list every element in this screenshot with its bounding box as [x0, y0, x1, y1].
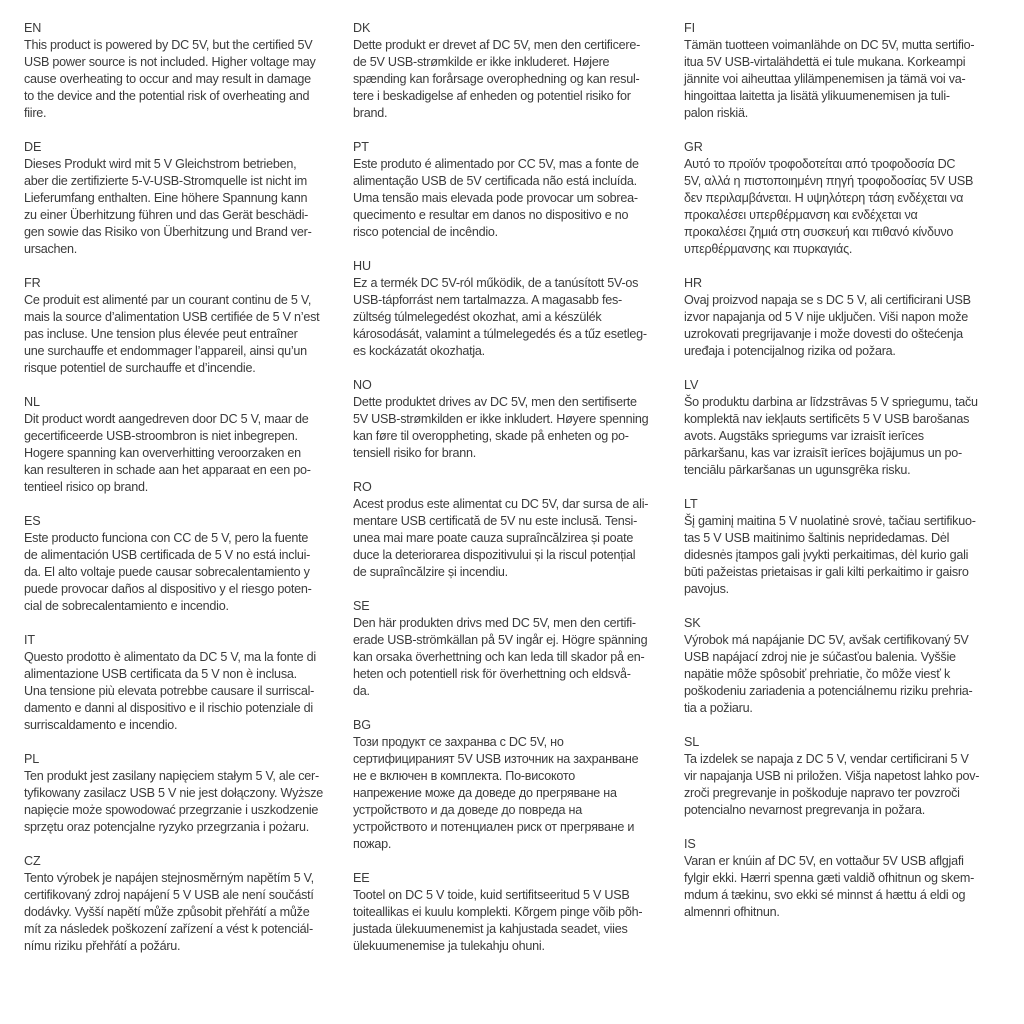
language-code-label: PL [24, 752, 40, 766]
language-code-label: FI [684, 21, 695, 35]
language-code-label: SL [684, 735, 700, 749]
language-code-label: CZ [24, 854, 41, 868]
paragraph-line: quecimento e resultar em danos no dispositivo e no [353, 208, 629, 222]
paragraph-line: gecertificeerde USB-stroombron is niet inbegrepen. [24, 429, 298, 443]
paragraph-line: napätie môže spôsobiť prehriatie, čo môže viesť k [684, 667, 950, 681]
section-HU [353, 258, 673, 360]
paragraph-line: δεν περιλαμβάνεται. Η υψηλότερη τάση ενδέχεται να [684, 191, 964, 205]
paragraph-line: пожар. [353, 837, 392, 851]
paragraph-line: Αυτό το προϊόν τροφοδοτείται από τροφοδοσία DC [684, 157, 956, 171]
section-DK [353, 20, 673, 122]
paragraph-line: heten och potentiell risk för överhettning och eldsvå- [353, 667, 631, 681]
language-code-label: LT [684, 497, 698, 511]
paragraph-line: aber die zertifizierte 5-V-USB-Stromquelle ist nicht im [24, 174, 308, 188]
paragraph-line: Ta izdelek se napaja z DC 5 V, vendar certificirani 5 V [684, 752, 969, 766]
language-code-label: NO [353, 378, 372, 392]
section-FI [684, 20, 1014, 122]
language-code-label: SE [353, 599, 370, 613]
paragraph-line: Varan er knúin af DC 5V, en vottaður 5V USB aflgjafi [684, 854, 964, 868]
paragraph-line: προκαλέσει υπερθέρμανση και ενδέχεται να [684, 208, 918, 222]
paragraph-line: fiire. [24, 106, 47, 120]
paragraph-line: pavojus. [684, 582, 729, 596]
paragraph-line: mais la source d’alimentation USB certifiée de 5 V n’est [24, 310, 320, 324]
language-code-label: LV [684, 378, 699, 392]
paragraph-line: uređaja i potencijalnog rizika od požara. [684, 344, 896, 358]
language-code-label: SK [684, 616, 701, 630]
paragraph-line: Dette produktet drives av DC 5V, men den sertifiserte [353, 395, 637, 409]
paragraph-line: mentare USB certificată de 5V nu este inclusă. Tensi- [353, 514, 638, 528]
paragraph-line: de alimentación USB certificada de 5 V no está inclui- [24, 548, 311, 562]
language-code-label: EN [24, 21, 42, 35]
language-code-label: GR [684, 140, 703, 154]
paragraph-line: damento e danni al dispositivo e il rischio potenziale di [24, 701, 313, 715]
paragraph-line: Este produto é alimentado por CC 5V, mas a fonte de [353, 157, 639, 171]
paragraph-line: es kockázatát okozhatja. [353, 344, 485, 358]
paragraph-line: устройството и да доведе до повреда на [353, 803, 583, 817]
paragraph-line: Tämän tuotteen voimanlähde on DC 5V, mutta sertifio- [684, 38, 975, 52]
paragraph-line: didesnės įtampos gali įvykti perkaitimas, dėl kurio gali [684, 548, 969, 562]
language-code-label: IT [24, 633, 35, 647]
paragraph-line: tyfikowany zasilacz USB 5 V nie jest dołączony. Wyższe [24, 786, 324, 800]
paragraph-line: jännite voi aiheuttaa ylilämpenemisen ja tämä voi va- [684, 72, 966, 86]
paragraph-line: dodávky. Vyšší napětí může způsobit přehřátí a může [24, 905, 310, 919]
language-code-label: EE [353, 871, 370, 885]
paragraph-line: justada ülekuumenemist ja kahjustada seadet, viies [353, 922, 628, 936]
paragraph-line: Uma tensão mais elevada pode provocar um sobrea- [353, 191, 638, 205]
paragraph-line: Ten produkt jest zasilany napięciem stałym 5 V, ale cer- [24, 769, 319, 783]
paragraph-line: Šo produktu darbina ar līdzstrāvas 5 V spriegumu, taču [684, 395, 978, 409]
paragraph-line: kan føre til overoppheting, skade på enheten og po- [353, 429, 629, 443]
paragraph-line: gen sowie das Risiko von Überhitzung und Brand ver- [24, 225, 312, 239]
section-HR [684, 275, 1014, 360]
paragraph-line: poškodeniu zariadenia a potenciálnemu riziku prehria- [684, 684, 973, 698]
paragraph-line: Tootel on DC 5 V toide, kuid sertifitseeritud 5 V USB [353, 888, 630, 902]
section-GR [684, 139, 1014, 258]
paragraph-line: unea mai mare poate cauza supraîncălzirea și poate [353, 531, 634, 545]
paragraph-line: surriscaldamento e incendio. [24, 718, 178, 732]
section-IT [24, 632, 342, 734]
paragraph-line: Ovaj proizvod napaja se s DC 5 V, ali certificirani USB [684, 293, 971, 307]
paragraph-line: mít za následek poškození zařízení a vést k potenciál- [24, 922, 313, 936]
paragraph-line: potencialno nevarnost pregrevanja in požara. [684, 803, 926, 817]
section-NL [24, 394, 342, 496]
paragraph-line: Dit product wordt aangedreven door DC 5 V, maar de [24, 412, 309, 426]
paragraph-line: almennri ofhitnun. [684, 905, 780, 919]
paragraph-line: Dieses Produkt wird mit 5 V Gleichstrom betrieben, [24, 157, 297, 171]
paragraph-line: tere i beskadigelse af enheden og potentiel risiko for [353, 89, 631, 103]
section-LT [684, 496, 1014, 598]
paragraph-line: károsodását, valamint a túlmelegedés és a tűz esetleg- [353, 327, 647, 341]
paragraph-line: zültség túlmelegedést okozhat, ami a készülék [353, 310, 602, 324]
paragraph-line: spænding kan forårsage overophedning og kan resul- [353, 72, 640, 86]
language-code-label: ES [24, 514, 41, 528]
paragraph-line: tas 5 V USB maitinimo šaltinis nepridedamas. Dėl [684, 531, 950, 545]
paragraph-line: Výrobok má napájanie DC 5V, avšak certifikovaný 5V [684, 633, 969, 647]
paragraph-line: сертифицираният 5V USB източник на захранване [353, 752, 639, 766]
paragraph-line: Den här produkten drivs med DC 5V, men den certifi- [353, 616, 636, 630]
section-DE [24, 139, 342, 258]
paragraph-line: de 5V USB-strømkilde er ikke inkluderet. Højere [353, 55, 610, 69]
paragraph-line: προκαλέσει ζημιά στη συσκευή και πιθανό κίνδυνο [684, 225, 954, 239]
paragraph-line: Este producto funciona con CC de 5 V, pero la fuente [24, 531, 309, 545]
paragraph-line: ursachen. [24, 242, 78, 256]
paragraph-line: Questo prodotto è alimentato da DC 5 V, ma la fonte di [24, 650, 316, 664]
section-NO [353, 377, 673, 462]
paragraph-line: puede provocar daños al dispositivo y el riesgo poten- [24, 582, 312, 596]
language-code-label: HU [353, 259, 371, 273]
paragraph-line: brand. [353, 106, 388, 120]
paragraph-line: kan orsaka överhettning och kan leda till skador på en- [353, 650, 645, 664]
paragraph-line: This product is powered by DC 5V, but the certified 5V [24, 38, 313, 52]
paragraph-line: risque potentiel de surchauffe et d’incendie. [24, 361, 256, 375]
paragraph-line: Ce produit est alimenté par un courant continu de 5 V, [24, 293, 312, 307]
paragraph-line: Una tensione più elevata potrebbe causare il surriscal- [24, 684, 315, 698]
section-SL [684, 734, 1014, 819]
paragraph-line: Šį gaminį maitina 5 V nuolatinė srovė, tačiau sertifikuo- [684, 514, 976, 528]
paragraph-line: erade USB-strömkällan på 5V ingår ej. Högre spänning [353, 633, 648, 647]
paragraph-line: USB napájací zdroj nie je súčasťou balenia. Vyššie [684, 650, 956, 664]
paragraph-line: sprzętu oraz potencjalne ryzyko przegrzania i pożaru. [24, 820, 309, 834]
paragraph-line: fylgir ekki. Hærri spenna gæti valdið ofhitnun og skem- [684, 871, 975, 885]
paragraph-line: не е включен в комплекта. По-високото [353, 769, 575, 783]
language-code-label: DE [24, 140, 42, 154]
paragraph-line: Ez a termék DC 5V-ról működik, de a tanúsított 5V-os [353, 276, 639, 290]
language-code-label: PT [353, 140, 369, 154]
paragraph-line: toiteallikas ei kuulu komplekti. Kõrgem pinge võib põh- [353, 905, 643, 919]
paragraph-line: izvor napajanja od 5 V nije uključen. Viši napon može [684, 310, 969, 324]
paragraph-line: zroči pregrevanje in poškoduje napravo ter povzroči [684, 786, 960, 800]
paragraph-line: tenciālu pārkaršanas un ugunsgrēka risku. [684, 463, 911, 477]
language-code-label: RO [353, 480, 372, 494]
paragraph-line: tia a požiaru. [684, 701, 753, 715]
paragraph-line: vir napajanja USB ni priložen. Višja napetost lahko pov- [684, 769, 980, 783]
paragraph-line: komplektā nav iekļauts sertificēts 5 V USB barošanas [684, 412, 970, 426]
section-SE [353, 598, 673, 700]
paragraph-line: USB power source is not included. Higher voltage may [24, 55, 316, 69]
section-PT [353, 139, 673, 241]
paragraph-line: 5V, αλλά η πιστοποιημένη πηγή τροφοδοσίας 5V USB [684, 174, 974, 188]
paragraph-line: certifikovaný zdroj napájení 5 V USB ale není součástí [24, 888, 314, 902]
paragraph-line: υπερθέρμανσης και πυρκαγιάς. [684, 242, 853, 256]
paragraph-line: duce la deteriorarea dispozitivului și la riscul potențial [353, 548, 636, 562]
section-BG [353, 717, 673, 853]
paragraph-line: kan resulteren in schade aan het apparaat en een po- [24, 463, 311, 477]
language-code-label: BG [353, 718, 371, 732]
section-FR [24, 275, 342, 377]
paragraph-line: Този продукт се захранва с DC 5V, но [353, 735, 564, 749]
paragraph-line: alimentazione USB certificata da 5 V non è inclusa. [24, 667, 297, 681]
section-PL [24, 751, 342, 836]
paragraph-line: Tento výrobek je napájen stejnosměrným napětím 5 V, [24, 871, 314, 885]
paragraph-line: zu einer Überhitzung führen und das Gerät beschädi- [24, 208, 309, 222]
paragraph-line: risco potencial de incêndio. [353, 225, 498, 239]
language-code-label: NL [24, 395, 40, 409]
paragraph-line: avots. Augstāks spriegums var izraisīt ierīces [684, 429, 924, 443]
section-EN [24, 20, 342, 122]
paragraph-line: une surchauffe et endommager l’appareil, ainsi qu’un [24, 344, 307, 358]
paragraph-line: Acest produs este alimentat cu DC 5V, dar sursa de ali- [353, 497, 649, 511]
paragraph-line: USB-tápforrást nem tartalmazza. A magasabb fes- [353, 293, 622, 307]
paragraph-line: tentieel risico op brand. [24, 480, 148, 494]
paragraph-line: Lieferumfang enthalten. Eine höhere Spannung kann [24, 191, 308, 205]
section-IS [684, 836, 1014, 921]
paragraph-line: 5V USB-strømkilden er ikke inkludert. Høyere spenning [353, 412, 649, 426]
section-LV [684, 377, 1014, 479]
language-code-label: IS [684, 837, 696, 851]
paragraph-line: pārkaršanu, kas var izraisīt ierīces bojājumus un po- [684, 446, 962, 460]
language-code-label: HR [684, 276, 702, 290]
language-code-label: DK [353, 21, 371, 35]
paragraph-line: Hogere spanning kan oververhitting veroorzaken en [24, 446, 301, 460]
paragraph-line: напрежение може да доведе до прегряване на [353, 786, 617, 800]
column-3 [684, 20, 1014, 938]
paragraph-line: устройството и потенциален риск от прегряване и [353, 820, 635, 834]
paragraph-line: alimentação USB de 5V certificada não está incluída. [353, 174, 637, 188]
paragraph-line: tensiell risiko for brann. [353, 446, 476, 460]
section-ES [24, 513, 342, 615]
paragraph-line: da. El alto voltaje puede causar sobrecalentamiento y [24, 565, 310, 579]
paragraph-line: de supraîncălzire și incendiu. [353, 565, 508, 579]
paragraph-line: uzrokovati pregrijavanje i može dovesti do oštećenja [684, 327, 963, 341]
paragraph-line: cial de sobrecalentamiento e incendio. [24, 599, 229, 613]
section-EE [353, 870, 673, 955]
section-SK [684, 615, 1014, 717]
paragraph-line: pas incluse. Une tension plus élevée peut entraîner [24, 327, 298, 341]
paragraph-line: būti pažeistas prietaisas ir gali kilti perkaitimo ir gaisro [684, 565, 969, 579]
section-CZ [24, 853, 342, 955]
paragraph-line: palon riskiä. [684, 106, 748, 120]
paragraph-line: cause overheating to occur and may result in damage [24, 72, 311, 86]
section-RO [353, 479, 673, 581]
paragraph-line: Dette produkt er drevet af DC 5V, men den certificere- [353, 38, 641, 52]
paragraph-line: itua 5V USB-virtalähdettä ei tule mukana. Korkeampi [684, 55, 966, 69]
paragraph-line: to the device and the potential risk of overheating and [24, 89, 310, 103]
paragraph-line: nímu riziku přehřátí a požáru. [24, 939, 181, 953]
paragraph-line: mdum á tækinu, svo ekki sé minnst á hættu á eldi og [684, 888, 966, 902]
column-2 [353, 20, 673, 972]
paragraph-line: napięcie może spowodować przegrzanie i uszkodzenie [24, 803, 319, 817]
paragraph-line: da. [353, 684, 370, 698]
language-code-label: FR [24, 276, 41, 290]
column-1 [24, 20, 342, 972]
paragraph-line: hingoittaa laitetta ja lisätä ylikuumenemisen ja tuli- [684, 89, 950, 103]
paragraph-line: ülekuumenemise ja tulekahju ohuni. [353, 939, 545, 953]
